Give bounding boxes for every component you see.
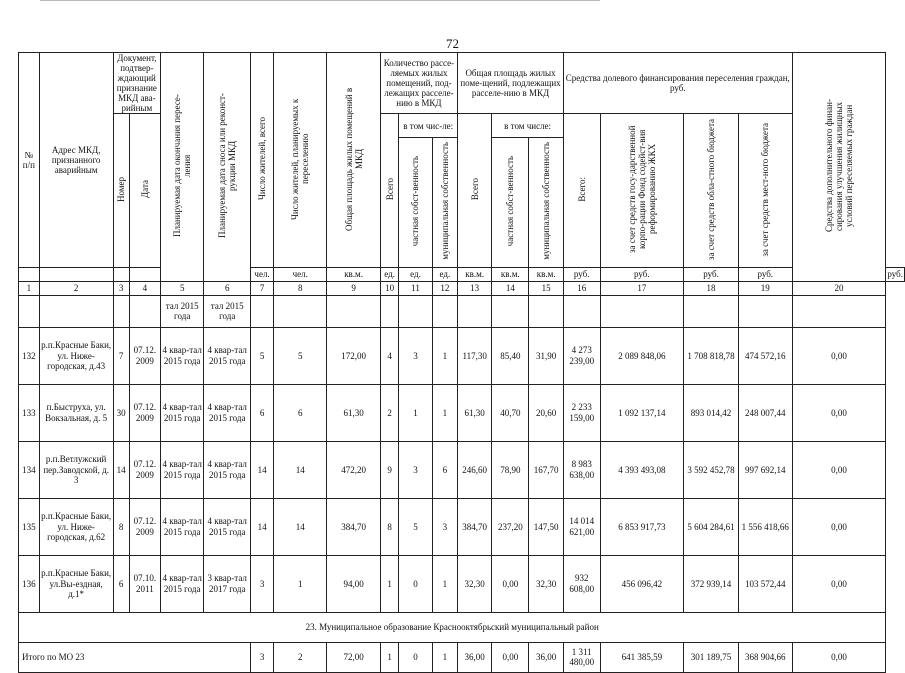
- header-area-private: частная собст-венность: [492, 138, 529, 268]
- total-row: [19, 642, 905, 672]
- table-row: [19, 327, 905, 384]
- total-rooms-private: 0: [399, 642, 432, 672]
- row-residents-total: 5: [251, 327, 274, 384]
- row-residents-total: 14: [251, 441, 274, 498]
- continuation-row: [19, 295, 905, 327]
- header-planned-end: Планируемая дата окончания пересе-ления: [161, 53, 204, 282]
- row-planned-end: 4 квар-тал 2015 года: [161, 384, 204, 441]
- row-doc-date: 07.12. 2009: [129, 498, 160, 555]
- header-rooms-count: Количество рассе-ляемых жилых помещений, под-лежащих расселе-нию в МКД: [380, 53, 457, 114]
- row-area-municipal: 147,50: [529, 498, 564, 555]
- header-rooms-including: в том чис-ле:: [399, 114, 458, 138]
- row-planned-end: 4 квар-тал 2015 года: [161, 441, 204, 498]
- row-residents-planned: 1: [274, 555, 327, 612]
- total-area-resettle: 36,00: [458, 642, 492, 672]
- row-fund-reform: 4 393 493,08: [600, 441, 684, 498]
- total-fund-local: 368 904,66: [738, 642, 792, 672]
- row-fund-reform: 456 096,42: [600, 555, 684, 612]
- header-regional-budget: за счет средств обла-стного бюджета: [684, 114, 739, 267]
- col-number: 20: [792, 281, 886, 295]
- row-fund-region: 5 604 284,61: [684, 498, 739, 555]
- header-doc-date: Дата: [129, 114, 160, 267]
- unit-cell: кв.м.: [458, 267, 492, 281]
- header-fund-reform: за счет средств госу-дарственной корпо-рации Фонд содейст-вия реформированию ЖКХ: [600, 114, 684, 267]
- row-area-resettle: 117,30: [458, 327, 492, 384]
- row-rooms-municipal: 3: [432, 498, 457, 555]
- row-rooms-municipal: 1: [432, 327, 457, 384]
- row-rooms-total: 9: [380, 441, 399, 498]
- row-fund-local: 248 007,44: [738, 384, 792, 441]
- row-planned-end: 4 квар-тал 2015 года: [161, 555, 204, 612]
- total-fund-region: 301 189,75: [684, 642, 739, 672]
- row-number: 135: [19, 498, 40, 555]
- row-planned-demolition: 3 квар-тал 2017 года: [204, 555, 251, 612]
- row-doc-number: 30: [113, 384, 129, 441]
- row-planned-demolition: 4 квар-тал 2015 года: [204, 498, 251, 555]
- row-total-area: 94,00: [327, 555, 380, 612]
- row-residents-planned: 14: [274, 498, 327, 555]
- header-area-municipal: муниципальная собственность: [529, 138, 564, 268]
- row-rooms-municipal: 1: [432, 555, 457, 612]
- row-total-area: 384,70: [327, 498, 380, 555]
- unit-cell: руб.: [563, 267, 600, 281]
- total-area-municipal: 36,00: [529, 642, 564, 672]
- row-area-municipal: 32,30: [529, 555, 564, 612]
- row-rooms-private: 1: [399, 384, 432, 441]
- total-rooms-municipal: 1: [432, 642, 457, 672]
- row-address: р.п.Красные Баки, ул. Ниже-городская, д.62: [39, 498, 113, 555]
- col-number: 17: [600, 281, 684, 295]
- total-area-private: 0,00: [492, 642, 529, 672]
- row-area-resettle: 32,30: [458, 555, 492, 612]
- total-rooms: 1: [380, 642, 399, 672]
- table-row: [19, 498, 905, 555]
- units-row: [19, 267, 905, 281]
- header-doc-number: Номер: [113, 114, 129, 267]
- row-number: 133: [19, 384, 40, 441]
- row-residents-planned: 5: [274, 327, 327, 384]
- row-fund-region: 372 939,14: [684, 555, 739, 612]
- col-number: 12: [432, 281, 457, 295]
- row-residents-total: 6: [251, 384, 274, 441]
- header-num: № п/п: [19, 53, 40, 268]
- row-additional: 0,00: [792, 555, 886, 612]
- page-number: 72: [446, 36, 459, 51]
- row-doc-date: 07.12. 2009: [129, 327, 160, 384]
- row-fund-reform: 6 853 917,73: [600, 498, 684, 555]
- row-address: р.п.Ветлужский пер.Заводской, д. 3: [39, 441, 113, 498]
- row-fund-region: 893 014,42: [684, 384, 739, 441]
- row-additional: 0,00: [792, 441, 886, 498]
- row-address: п.Быструха, ул. Вокзальная, д. 5: [39, 384, 113, 441]
- total-label: Итого по МО 23: [19, 642, 251, 672]
- column-numbers-row: [19, 281, 905, 295]
- row-rooms-municipal: 1: [432, 384, 457, 441]
- row-residents-total: 3: [251, 555, 274, 612]
- col-number: 3: [113, 281, 129, 295]
- unit-cell: руб.: [600, 267, 684, 281]
- row-fund-local: 474 572,16: [738, 327, 792, 384]
- row-area-resettle: 61,30: [458, 384, 492, 441]
- total-fund-reform: 641 385,59: [600, 642, 684, 672]
- row-doc-date: 07.12. 2009: [129, 384, 160, 441]
- row-number: 136: [19, 555, 40, 612]
- header-rooms-private: частная собст-венность: [399, 138, 432, 268]
- row-doc-number: 14: [113, 441, 129, 498]
- col-number: 9: [327, 281, 380, 295]
- continued-demolition-date: тал 2015 года: [204, 295, 251, 327]
- unit-cell: руб.: [684, 267, 739, 281]
- row-rooms-total: 2: [380, 384, 399, 441]
- row-fund-region: 1 708 818,78: [684, 327, 739, 384]
- row-rooms-total: 4: [380, 327, 399, 384]
- row-number: 134: [19, 441, 40, 498]
- col-number: 4: [129, 281, 160, 295]
- row-residents-planned: 6: [274, 384, 327, 441]
- row-planned-demolition: 4 квар-тал 2015 года: [204, 384, 251, 441]
- unit-cell: руб.: [886, 267, 905, 281]
- col-number: 8: [274, 281, 327, 295]
- unit-cell: кв.м.: [529, 267, 564, 281]
- unit-cell: руб.: [738, 267, 792, 281]
- row-area-municipal: 167,70: [529, 441, 564, 498]
- table-row: [19, 441, 905, 498]
- unit-cell: ед.: [432, 267, 457, 281]
- unit-cell: кв.м.: [327, 267, 380, 281]
- row-funding-total: 14 014 621,00: [563, 498, 600, 555]
- header-rooms-total: Всего: [380, 114, 399, 267]
- header-additional: Средства дополнительного финан-сирования улучшения жилищных условий переселяемых граждан: [792, 53, 886, 282]
- header-planned-demolition: Планируемая дата сноса или реконст-рукции МКД: [204, 53, 251, 282]
- unit-cell: чел.: [274, 267, 327, 281]
- header-funding-total: Всего:: [563, 114, 600, 267]
- row-planned-end: 4 квар-тал 2015 года: [161, 327, 204, 384]
- row-rooms-private: 5: [399, 498, 432, 555]
- row-area-resettle: 384,70: [458, 498, 492, 555]
- row-residents-total: 14: [251, 498, 274, 555]
- row-area-private: 40,70: [492, 384, 529, 441]
- table-row: [19, 384, 905, 441]
- col-number: 6: [204, 281, 251, 295]
- total-residents: 3: [251, 642, 274, 672]
- total-residents-planned: 2: [274, 642, 327, 672]
- row-address: р.п.Красные Баки, ул.Вы-ездная, д.1*: [39, 555, 113, 612]
- row-additional: 0,00: [792, 498, 886, 555]
- page-top-edge: [40, 0, 600, 7]
- row-funding-total: 2 233 159,00: [563, 384, 600, 441]
- col-number: 5: [161, 281, 204, 295]
- total-funding: 1 311 480,00: [563, 642, 600, 672]
- col-number: 19: [738, 281, 792, 295]
- col-number: 15: [529, 281, 564, 295]
- row-rooms-private: 3: [399, 441, 432, 498]
- municipality-title: 23. Муниципальное образование Краснооктябрьский муниципальный район: [19, 612, 886, 642]
- row-planned-demolition: 4 квар-тал 2015 года: [204, 327, 251, 384]
- total-area: 72,00: [327, 642, 380, 672]
- col-number: 13: [458, 281, 492, 295]
- header-residents-planned: Число жителей, планируемых к переселению: [274, 53, 327, 268]
- header-residents-total: Число жителей, всего: [251, 53, 274, 268]
- row-doc-date: 07.12. 2009: [129, 441, 160, 498]
- row-fund-reform: 2 089 848,06: [600, 327, 684, 384]
- row-fund-reform: 1 092 137,14: [600, 384, 684, 441]
- col-number: 16: [563, 281, 600, 295]
- col-number: 18: [684, 281, 739, 295]
- row-area-private: 78,90: [492, 441, 529, 498]
- header-funding: Средства долевого финансирования переселения граждан, руб.: [563, 53, 792, 114]
- total-additional: 0,00: [792, 642, 886, 672]
- header-document: Документ, подтвер-ждающий признание МКД ава-рийным: [113, 53, 160, 114]
- row-rooms-private: 3: [399, 327, 432, 384]
- header-rooms-municipal: муниципальная собственность: [432, 138, 457, 268]
- row-area-municipal: 31,90: [529, 327, 564, 384]
- header-area-including: в том числе:: [492, 114, 564, 138]
- unit-cell: чел.: [251, 267, 274, 281]
- data-rows: [19, 327, 905, 612]
- row-total-area: 172,00: [327, 327, 380, 384]
- row-total-area: 472,20: [327, 441, 380, 498]
- row-additional: 0,00: [792, 327, 886, 384]
- row-residents-planned: 14: [274, 441, 327, 498]
- header-address: Адрес МКД, признанного аварийным: [39, 53, 113, 268]
- row-planned-end: 4 квар-тал 2015 года: [161, 498, 204, 555]
- row-planned-demolition: 4 квар-тал 2015 года: [204, 441, 251, 498]
- row-area-private: 237,20: [492, 498, 529, 555]
- row-rooms-municipal: 6: [432, 441, 457, 498]
- unit-cell: ед.: [380, 267, 399, 281]
- row-total-area: 61,30: [327, 384, 380, 441]
- col-number: 2: [39, 281, 113, 295]
- header-area-total: Всего: [458, 114, 492, 267]
- row-doc-number: 6: [113, 555, 129, 612]
- row-funding-total: 4 273 239,00: [563, 327, 600, 384]
- continued-end-date: тал 2015 года: [161, 295, 204, 327]
- row-fund-local: 1 556 418,66: [738, 498, 792, 555]
- header-local-budget: за счет средств мест-ного бюджета: [738, 114, 792, 267]
- row-funding-total: 8 983 638,00: [563, 441, 600, 498]
- row-area-municipal: 20,60: [529, 384, 564, 441]
- row-funding-total: 932 608,00: [563, 555, 600, 612]
- col-number: 10: [380, 281, 399, 295]
- row-rooms-total: 1: [380, 555, 399, 612]
- row-fund-local: 997 692,14: [738, 441, 792, 498]
- row-area-private: 0,00: [492, 555, 529, 612]
- col-number: 7: [251, 281, 274, 295]
- row-number: 132: [19, 327, 40, 384]
- row-additional: 0,00: [792, 384, 886, 441]
- row-address: р.п.Красные Баки, ул. Ниже-городская, д.43: [39, 327, 113, 384]
- row-area-resettle: 246,60: [458, 441, 492, 498]
- header-area-resettle: Общая площадь жилых поме-щений, подлежащих расселе-нию в МКД: [458, 53, 564, 114]
- row-rooms-private: 0: [399, 555, 432, 612]
- row-doc-date: 07.10. 2011: [129, 555, 160, 612]
- row-area-private: 85,40: [492, 327, 529, 384]
- row-doc-number: 7: [113, 327, 129, 384]
- resettlement-table: [18, 52, 905, 673]
- table-row: [19, 555, 905, 612]
- unit-cell: кв.м.: [492, 267, 529, 281]
- header-total-area: Общая площадь жилых помещений в МКД: [327, 53, 380, 268]
- row-fund-local: 103 572,44: [738, 555, 792, 612]
- col-number: 1: [19, 281, 40, 295]
- col-number: 14: [492, 281, 529, 295]
- row-fund-region: 3 592 452,78: [684, 441, 739, 498]
- col-number: 11: [399, 281, 432, 295]
- unit-cell: ед.: [399, 267, 432, 281]
- row-doc-number: 8: [113, 498, 129, 555]
- row-rooms-total: 8: [380, 498, 399, 555]
